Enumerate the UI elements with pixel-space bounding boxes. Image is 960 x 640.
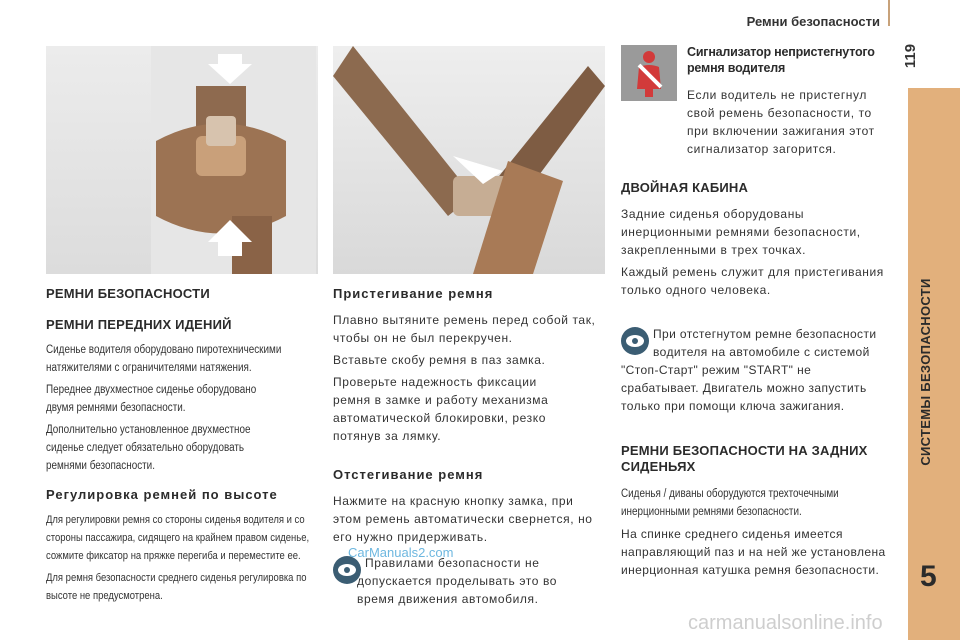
section-heading-unfastening: Отстегивание ремня [333, 467, 484, 482]
paragraph: Дополнительно установленное двухместное сиденье следует обязательно оборудовать ремнями безопасности. [46, 424, 251, 472]
paragraph: Проверьте надежность фиксации ремня в замке и работу механизма автоматической блокировки, резко потянув за лямку. [333, 375, 549, 443]
paragraph: Для регулировки ремня со стороны сиденья водителя и со стороны пассажира, сидящего на крайнем правом сиденье, сожмите фиксатор на пряжке перегиба и переместите ее. [46, 514, 310, 562]
seatbelt-warning-icon [621, 45, 677, 101]
alarm-block [621, 42, 893, 156]
warning-text: При отстегнутом ремне безопасности водителя на автомобиле с системой "Стоп-Старт" режим "START" не срабатывает. Двигатель можно запустить только при помощи ключа зажигания. [621, 327, 877, 413]
paragraph: Для ремня безопасности среднего сиденья регулировка по высоте не предусмотрена. [46, 572, 307, 602]
section-heading-front-seatbelts: РЕМНИ ПЕРЕДНИХ ИДЕНИЙ [46, 317, 232, 332]
watermark-carmanualsonline: carmanualsonline.info [688, 612, 883, 634]
paragraph: Нажмите на красную кнопку замка, при этом ремень автоматически свернется, но его нужно придерживать. [333, 494, 593, 544]
warning-note [333, 554, 605, 608]
page-number: 119 [902, 43, 919, 69]
paragraph: Переднее двухместное сиденье оборудовано двумя ремнями безопасности. [46, 384, 257, 414]
paragraph: Задние сиденья оборудованы инерционными ремнями безопасности, закрепленными в трех точках. [621, 207, 861, 257]
paragraph: Каждый ремень служит для пристегивания только одного человека. [621, 265, 884, 297]
section-heading-height-adjust: Регулировка ремней по высоте [46, 487, 278, 502]
paragraph: Сиденье водителя оборудовано пиротехническими натяжителями с ограничителями натяжения. [46, 344, 282, 374]
paragraph: Сиденья / диваны оборудуются трехточечными инерционными ремнями безопасности. [621, 488, 839, 518]
paragraph: Плавно вытяните ремень перед собой так, чтобы он не был перекручен. [333, 313, 596, 345]
column-right [621, 42, 893, 579]
paragraph: Вставьте скобу ремня в паз замка. [333, 353, 546, 367]
chapter-tab-label: СИСТЕМЫ БЕЗОПАСНОСТИ [918, 278, 933, 466]
paragraph: На спинке среднего сиденья имеется направляющий паз и на ней же установлена инерционная катушка ремня безопасности. [621, 527, 886, 577]
section-heading-double-cab: ДВОЙНАЯ КАБИНА [621, 180, 749, 195]
alarm-text: Если водитель не пристегнул свой ремень безопасности, то при включении зажигания этот сигнализатор загорится. [687, 88, 875, 156]
chapter-number: 5 [920, 560, 937, 593]
alarm-title: Сигнализатор непристегнутого ремня водителя [687, 45, 875, 75]
column-left [46, 284, 318, 605]
section-heading-fastening: Пристегивание ремня [333, 286, 494, 301]
section-heading-rear-seatbelts: РЕМНИ БЕЗОПАСНОСТИ НА ЗАДНИХ СИДЕНЬЯХ [621, 443, 868, 474]
height-adjuster-illustration [46, 46, 318, 274]
buckle-illustration [333, 46, 605, 274]
section-heading-seatbelts: РЕМНИ БЕЗОПАСНОСТИ [46, 286, 210, 301]
running-header: Ремни безопасности [746, 14, 880, 29]
warning-note [621, 325, 893, 413]
header-divider [888, 0, 890, 26]
warning-text: Правилами безопасности не допускается проделывать это во время движения автомобиля. [357, 556, 558, 606]
watermark-carmanuals2: CarManuals2.com [348, 545, 454, 560]
